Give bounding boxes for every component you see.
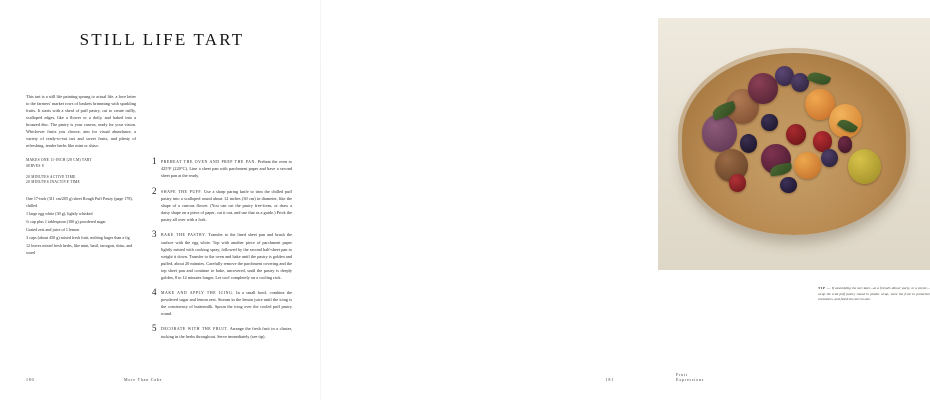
spread-gutter bbox=[320, 0, 321, 400]
yield-line: MAKES ONE 11-INCH (28 CM) TART bbox=[26, 158, 92, 162]
running-head-left: More Than Cake bbox=[124, 377, 163, 382]
right-page bbox=[320, 0, 930, 400]
inactive-time-line: 20 MINUTES INACTIVE TIME bbox=[26, 180, 80, 185]
recipe-step bbox=[152, 185, 292, 224]
step-heading: MAKE AND APPLY THE ICING. bbox=[161, 290, 234, 295]
page-number-left: 180 bbox=[26, 377, 35, 382]
recipe-step bbox=[152, 286, 292, 318]
list-item: 1 large egg white (30 g), lightly whisked bbox=[26, 210, 93, 216]
step-number: 4 bbox=[152, 286, 157, 297]
step-heading: BAKE THE PASTRY. bbox=[161, 233, 207, 238]
step-body: Transfer to the lined sheet pan and brush the surface with the egg white. Top with another piece of parchment paper lightly misted with cooking spray, followed by the second half-sheet pan to weight it down. Transfer to the oven and bake until the pastry is golden and puffed, about 20 minutes. Carefully remove the parchment covering and the top sheet pan and continue to bake, uncovered, until the pastry is deeply golden, 8 to 12 minutes longer. Let cool completely on a cooling rack. bbox=[161, 232, 292, 280]
page-title: STILL LIFE TART bbox=[79, 30, 245, 49]
step-number: 3 bbox=[152, 229, 157, 240]
fruit-berry bbox=[838, 136, 853, 152]
step-number: 5 bbox=[152, 323, 157, 334]
step-body: Arrange the fresh fruit in a cluster, tucking in the herbs throughout. Serve immediately (see tip). bbox=[161, 326, 292, 339]
step-body: Preheat the oven to 425°F (220°C). Line a sheet pan with parchment paper and have a second sheet pan at the ready. bbox=[161, 159, 292, 179]
tip-text: If assembling the tart later—at a friend's dinner party, or a picnic—wrap the iced puff pastry round in plastic wrap, store the fruit in protective containers, and finish the tart on-site. bbox=[818, 286, 930, 302]
list-item: 12 leaves mixed fresh herbs, like mint, basil, tarragon, shiso, and sorrel bbox=[26, 243, 133, 255]
fruit-plum bbox=[748, 73, 778, 103]
step-number: 1 bbox=[152, 156, 157, 166]
step-heading: DECORATE WITH THE FRUIT. bbox=[161, 327, 229, 332]
fruit-grape bbox=[821, 149, 837, 167]
running-head-right: Fruit Expressions bbox=[676, 372, 705, 382]
fruit-berry bbox=[740, 134, 758, 153]
recipe-tip bbox=[818, 286, 930, 303]
ingredient-list bbox=[26, 196, 138, 258]
list-item: Grated zest and juice of 1 lemon bbox=[26, 227, 80, 232]
list-item: 3 cups (about 450 g) mixed fresh fruit, nothing larger than a fig bbox=[26, 235, 130, 241]
list-item: ¾ cup plus 1 tablespoon (100 g) powdered sugar bbox=[26, 218, 106, 224]
fruit-berry bbox=[780, 177, 796, 193]
recipe-meta bbox=[26, 158, 136, 186]
step-heading: SHAPE THE PUFF. bbox=[161, 189, 203, 194]
step-body: In a small bowl, combine the powdered sugar and lemon zest. Stream in the lemon juice until the icing is the consistency of buttermilk. Spoon the icing over the cooled puff pastry round. bbox=[161, 289, 292, 317]
fruit-cherry bbox=[729, 174, 747, 192]
photo-background bbox=[658, 18, 930, 270]
recipe-step bbox=[152, 158, 292, 180]
recipe-step bbox=[152, 231, 292, 281]
left-page bbox=[0, 0, 320, 400]
active-time-line: 20 MINUTES ACTIVE TIME bbox=[26, 174, 76, 179]
list-item: One 17-inch (311 cm/205 g) sheet Rough Puff Pastry (page 178), chilled bbox=[26, 196, 133, 208]
fruit-berry bbox=[761, 114, 777, 132]
tip-label: TIP — bbox=[818, 286, 831, 290]
step-number: 2 bbox=[152, 185, 157, 196]
serves-line: SERVES 8 bbox=[26, 163, 44, 168]
page-number-right: 181 bbox=[605, 377, 614, 382]
step-heading: PREHEAT THE OVEN AND PREP THE PAN. bbox=[161, 160, 257, 164]
step-body: Use a sharp paring knife to trim the chilled puff pastry into a scalloped round about 12 inches (30 cm) in diameter, like the shape of a curious flower. (You can cut the pastry free-form, or draw a daisy shape on a piece of paper, cut it out, and use that as a guide.) Prick the pastry all over with a fork. bbox=[161, 188, 292, 223]
recipe-steps bbox=[152, 158, 292, 348]
recipe-photo bbox=[658, 18, 930, 270]
recipe-headnote: This tart is a still life painting sprung to actual life, a love letter to the farmers' market rows of baskets brimming with sparkling fruits. It starts with a sheaf of puff pastry, cut to create ruffly, scalloped edges, like a flower or a doily, and baked into a bronzed disc. The pastry is your canvas, ready for your vision. Whichever fruits you choose, aim for visual abundance, a variety of ready-to-eat tart and sweet fruits, and plenty of refreshing, tender herbs like mint or shiso. bbox=[26, 94, 136, 148]
recipe-step bbox=[152, 325, 292, 339]
fruit-pear bbox=[848, 149, 881, 184]
